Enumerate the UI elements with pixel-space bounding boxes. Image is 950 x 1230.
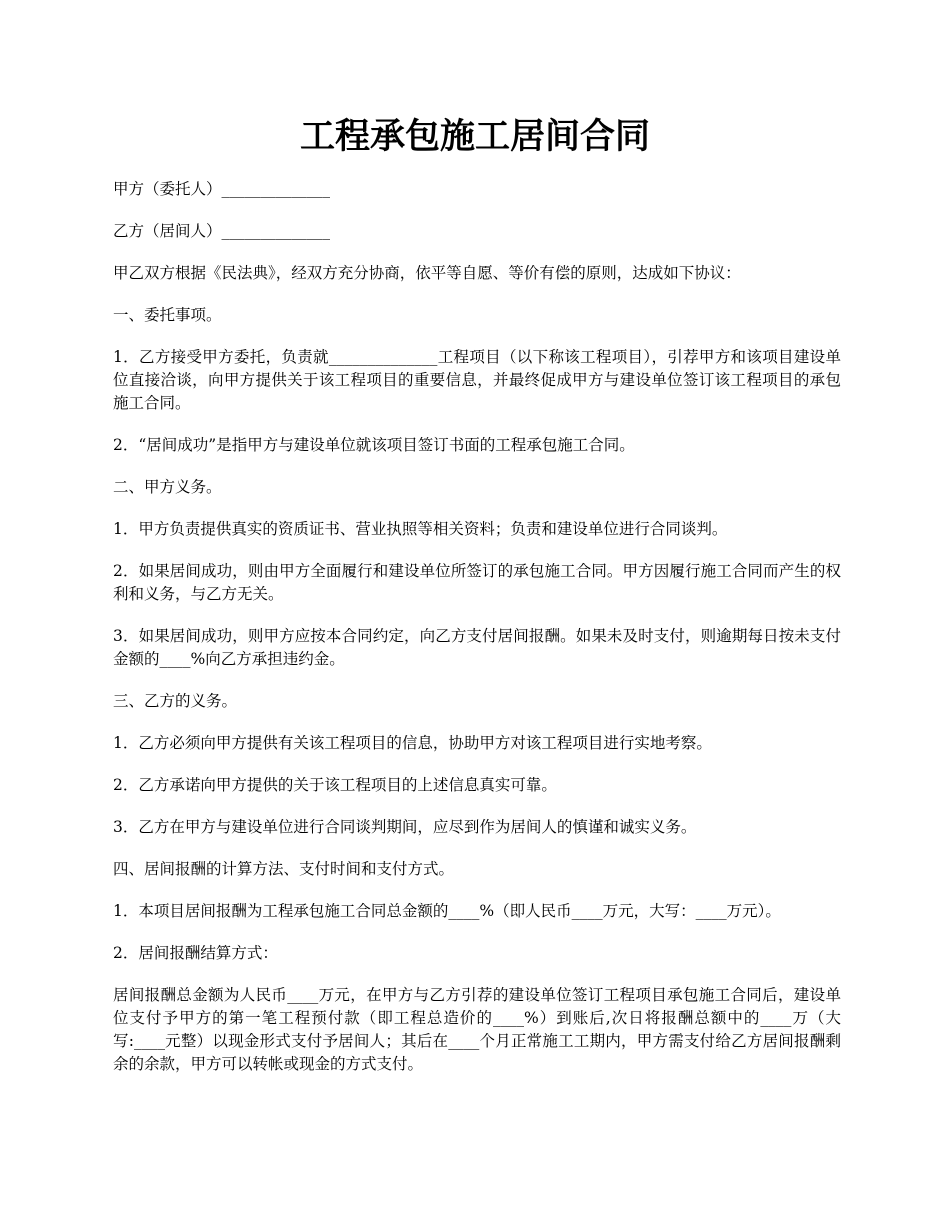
section-heading: 二、甲方义务。 [113, 478, 222, 496]
section-heading: 四、居间报酬的计算方法、支付时间和支付方式。 [113, 860, 455, 878]
clause-paragraph: 1．乙方必须向甲方提供有关该工程项目的信息，协助甲方对该工程项目进行实地考察。 [113, 734, 712, 752]
clause-paragraph: 居间报酬总金额为人民币____万元，在甲方与乙方引荐的建设单位签订工程项目承包施工合同后，建设单位支付予甲方的第一笔工程预付款（即工程总造价的____%）到账后,次日将报酬总额中的____万（大写:____元整）以现金形式支付予居间人；其后在____个月正常施工工期内，甲方需支付给乙方居间报酬剩余的余款，甲方可以转帐或现金的方式支付。 [113, 986, 841, 1073]
section-heading: 一、委托事项。 [113, 306, 222, 324]
party-b-line: 乙方（居间人）______________ [113, 222, 331, 240]
document-body [113, 178, 841, 1095]
clause-paragraph: 2．居间报酬结算方式： [113, 944, 278, 962]
clause-paragraph: 1．乙方接受甲方委托，负责就______________工程项目（以下称该工程项目），引荐甲方和该项目建设单位直接洽谈，向甲方提供关于该工程项目的重要信息，并最终促成甲方与建设单位签订该工程项目的承包施工合同。 [113, 348, 841, 412]
clause-paragraph: 1．本项目居间报酬为工程承包施工合同总金额的____%（即人民币____万元，大写：____万元）。 [113, 902, 781, 920]
clause-paragraph: 1．甲方负责提供真实的资质证书、营业执照等相关资料；负责和建设单位进行合同谈判。 [113, 520, 728, 538]
section-heading: 三、乙方的义务。 [113, 692, 238, 710]
clause-paragraph: 2．乙方承诺向甲方提供的关于该工程项目的上述信息真实可靠。 [113, 776, 557, 794]
party-a-line: 甲方（委托人）______________ [113, 180, 331, 198]
preamble-paragraph: 甲乙双方根据《民法典》，经双方充分协商，依平等自愿、等价有偿的原则，达成如下协议： [113, 264, 741, 282]
clause-paragraph: 3．如果居间成功，则甲方应按本合同约定，向乙方支付居间报酬。如果未及时支付，则逾期每日按未支付金额的____%向乙方承担违约金。 [113, 627, 841, 668]
document-title: 工程承包施工居间合同 [299, 116, 650, 157]
clause-paragraph: 2．“居间成功”是指甲方与建设单位就该项目签订书面的工程承包施工合同。 [113, 436, 635, 454]
clause-paragraph: 2．如果居间成功，则由甲方全面履行和建设单位所签订的承包施工合同。甲方因履行施工合同而产生的权利和义务，与乙方无关。 [113, 562, 841, 603]
clause-paragraph: 3．乙方在甲方与建设单位进行合同谈判期间，应尽到作为居间人的慎谨和诚实义务。 [113, 818, 697, 836]
